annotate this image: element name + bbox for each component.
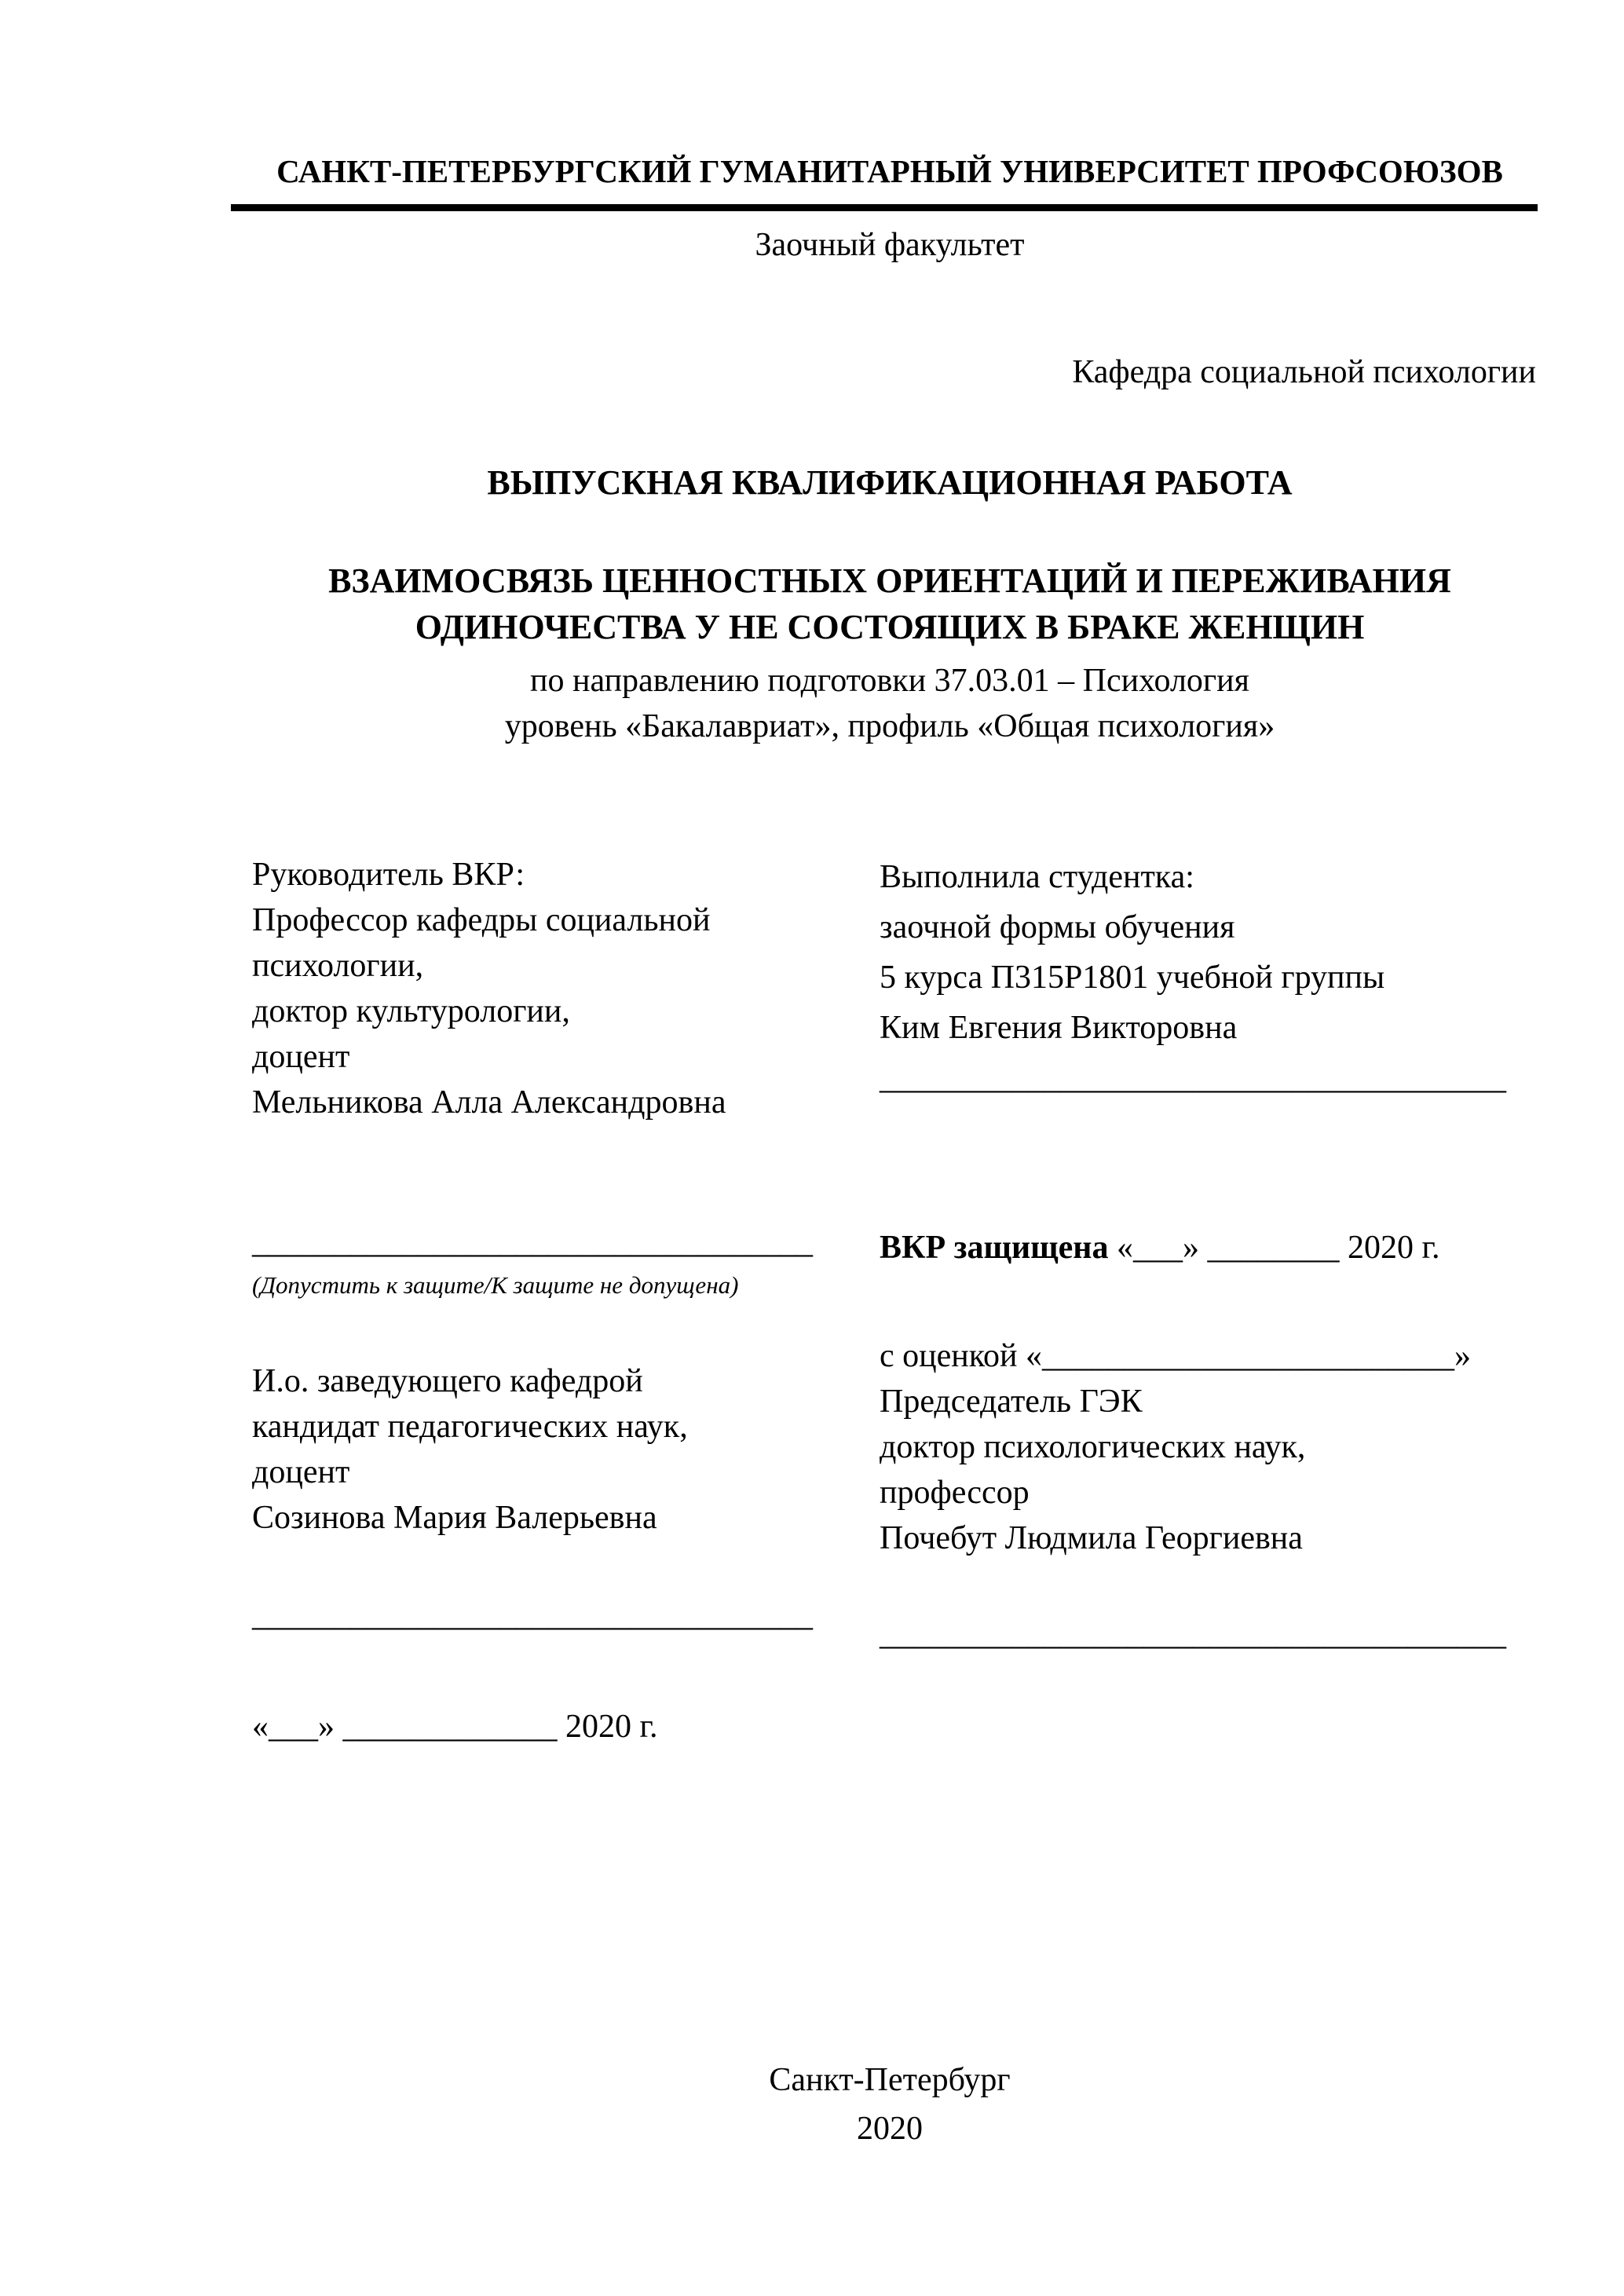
footer-year: 2020 [857, 2111, 923, 2147]
defense-defended-label: ВКР защищена [880, 1230, 1109, 1266]
admission-signature-line: __________________________________ [252, 1224, 813, 1260]
program-line: по направлению подготовки 37.03.01 – Психология [530, 663, 1249, 699]
committee-chair-rank: профессор [880, 1475, 1030, 1511]
acting-head-degree: кандидат педагогических наук, [252, 1409, 688, 1445]
admission-note: (Допустить к защите/К защите не допущена) [252, 1271, 739, 1299]
work-type-heading: ВЫПУСКНАЯ КВАЛИФИКАЦИОННАЯ РАБОТА [487, 463, 1293, 502]
thesis-title-line2: ОДИНОЧЕСТВА У НЕ СОСТОЯЩИХ В БРАКЕ ЖЕНЩИН [415, 608, 1365, 646]
committee-chair-name: Почебут Людмила Георгиевна [880, 1520, 1303, 1556]
student-signature-line: ______________________________________ [880, 1060, 1506, 1096]
chair-signature-line: ______________________________________ [880, 1616, 1506, 1652]
supervisor-block [252, 852, 857, 1125]
student-line: 5 курса П315Р1801 учебной группы [880, 960, 1385, 996]
acting-head-name: Созинова Мария Валерьевна [252, 1500, 657, 1536]
committee-chair-title: Председатель ГЭК [880, 1384, 1143, 1420]
supervisor-line: психологии, [252, 948, 424, 984]
supervisor-line: Профессор кафедры социальной [252, 902, 711, 938]
acting-head-title: И.о. заведующего кафедрой [252, 1363, 643, 1399]
university-name: САНКТ-ПЕТЕРБУРГСКИЙ ГУМАНИТАРНЫЙ УНИВЕРСИТЕТ ПРОФСОЮЗОВ [276, 153, 1503, 189]
defense-grade-line: с оценкой «_________________________» [880, 1338, 1471, 1374]
footer-city: Санкт-Петербург [769, 2062, 1011, 2098]
head-signature-line: __________________________________ [252, 1597, 813, 1633]
student-block [880, 852, 1523, 1103]
header-divider-rule [231, 204, 1538, 211]
acting-head-rank: доцент [252, 1454, 350, 1490]
thesis-title-line1: ВЗАИМОСВЯЗЬ ЦЕННОСТНЫХ ОРИЕНТАЦИЙ И ПЕРЕЖИВАНИЯ [328, 561, 1451, 600]
defense-defended-rest: «___» ________ 2020 г. [1108, 1230, 1440, 1266]
defense-committee-block [880, 1333, 1523, 1561]
admission-date-line: «___» _____________ 2020 г. [252, 1709, 658, 1745]
department-name: Кафедра социальной психологии [1072, 354, 1536, 390]
supervisor-line: доктор культурологии, [252, 993, 570, 1029]
admission-signature-block [252, 1219, 857, 1306]
committee-chair-degree: доктор психологических наук, [880, 1429, 1306, 1465]
defense-date-line [880, 1225, 1523, 1270]
student-name: Ким Евгения Викторовна [880, 1010, 1238, 1046]
department-head-block [252, 1358, 857, 1541]
thesis-title [243, 558, 1536, 650]
faculty-name: Заочный факультет [755, 227, 1025, 263]
footer-block [243, 2056, 1536, 2153]
student-line: заочной формы обучения [880, 909, 1235, 945]
supervisor-role-label: Руководитель ВКР: [252, 857, 525, 893]
supervisor-line: доцент [252, 1039, 350, 1075]
level-line: уровень «Бакалавриат», профиль «Общая психология» [504, 708, 1275, 744]
supervisor-name: Мельникова Алла Александровна [252, 1084, 726, 1121]
student-label: Выполнила студентка: [880, 859, 1194, 895]
